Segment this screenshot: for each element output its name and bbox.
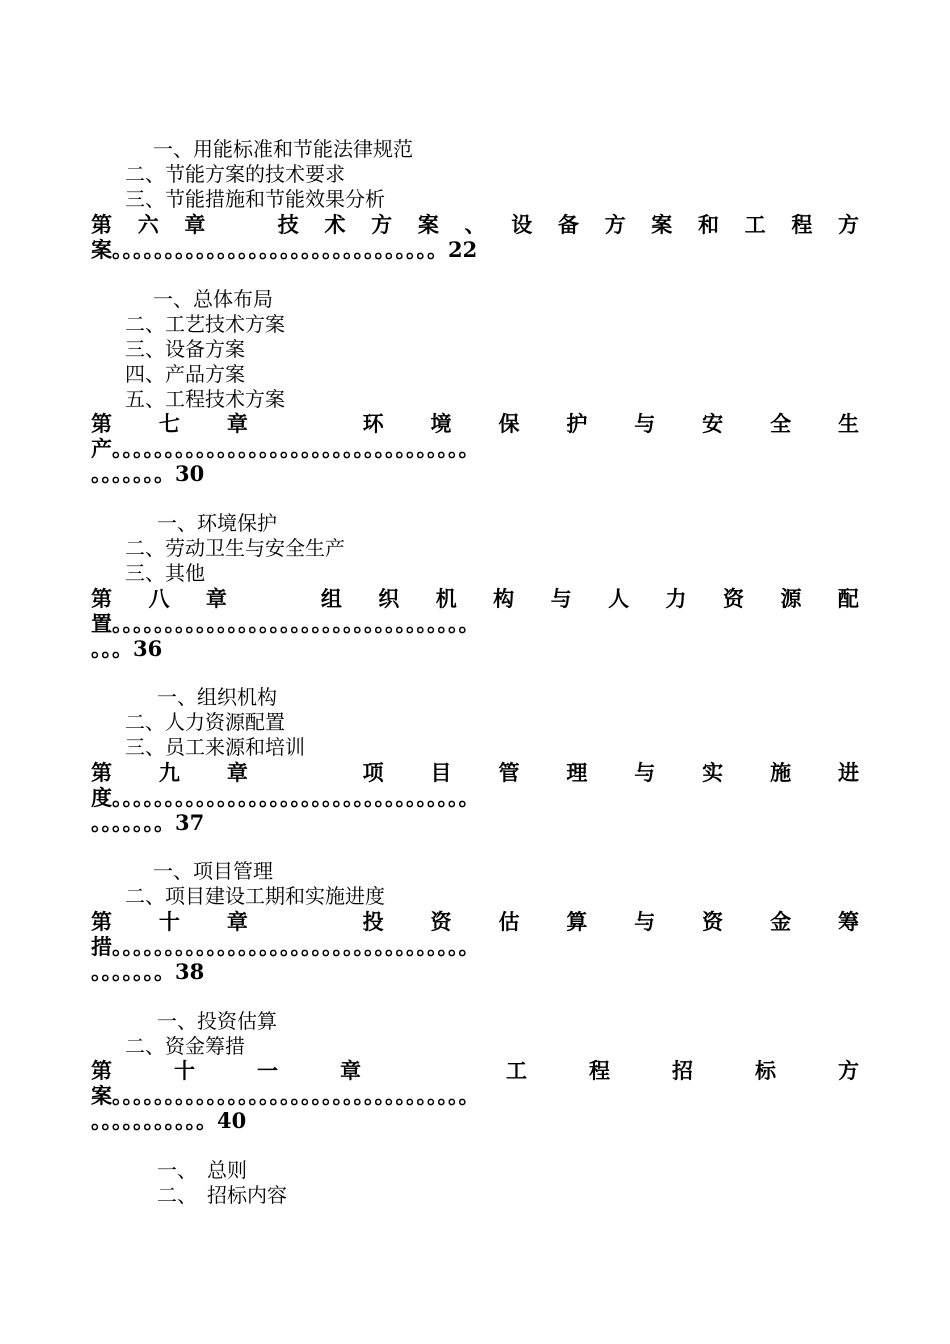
chapter-title-char: 第 <box>91 909 112 934</box>
chapter-title-char: 环 <box>362 411 384 436</box>
chapter-title-char: 全 <box>770 411 792 436</box>
chapter-title-char: 、 <box>464 212 486 237</box>
chapter-title-char: 投 <box>362 909 384 934</box>
toc-chapter-7-page: 。。。。。。。30 <box>91 461 205 486</box>
chapter-title-char: 和 <box>697 212 719 237</box>
chapter-title-char: 程 <box>791 212 813 237</box>
chapter-title-char: 力 <box>665 586 687 611</box>
chapter-title-char: 六 <box>137 212 159 237</box>
chapter-title-char: 理 <box>566 760 588 785</box>
toc-subitem[interactable]: 一、总体布局 <box>153 287 273 311</box>
chapter-title-char: 与 <box>634 411 656 436</box>
toc-chapter-6-leader: 案。。。。。。。。。。。。。。。。。。。。。。。。。。。。。。。22 <box>91 237 478 262</box>
toc-subitem[interactable]: 一、用能标准和节能法律规范 <box>153 137 413 161</box>
toc-chapter-10-page: 。。。。。。。38 <box>91 959 205 984</box>
toc-chapter-10-leader: 措。。。。。。。。。。。。。。。。。。。。。。。。。。。。。。。。。。 <box>91 934 480 959</box>
chapter-title-char: 程 <box>589 1058 610 1083</box>
toc-chapter-9-page: 。。。。。。。37 <box>91 810 205 835</box>
chapter-title-char: 技 <box>277 212 299 237</box>
chapter-title-char: 境 <box>430 411 452 436</box>
chapter-title-char: 构 <box>493 586 515 611</box>
toc-chapter-6-heading[interactable] <box>91 212 859 237</box>
chapter-title-char: 源 <box>780 586 802 611</box>
toc-subitem[interactable]: 二、资金筹措 <box>125 1034 245 1058</box>
chapter-title-char: 十 <box>174 1058 195 1083</box>
chapter-title-char: 安 <box>702 411 724 436</box>
chapter-title-char: 生 <box>837 411 859 436</box>
chapter-title-char: 保 <box>498 411 520 436</box>
toc-chapter-7-leader: 产。。。。。。。。。。。。。。。。。。。。。。。。。。。。。。。。。。 <box>91 436 480 461</box>
chapter-title-char: 资 <box>702 909 724 934</box>
chapter-title-char: 八 <box>148 586 170 611</box>
toc-chapter-11-page: 。。。。。。。。。。。40 <box>91 1108 247 1133</box>
chapter-title-char: 九 <box>158 760 180 785</box>
chapter-title-char: 组 <box>320 586 342 611</box>
chapter-title-char: 第 <box>91 212 112 237</box>
toc-chapter-7-heading[interactable] <box>91 411 859 436</box>
chapter-title-char: 与 <box>634 909 656 934</box>
chapter-title-char: 方 <box>838 212 859 237</box>
chapter-title-char: 工 <box>744 212 766 237</box>
toc-subitem[interactable]: 一、项目管理 <box>153 859 273 883</box>
toc-subitem[interactable]: 五、工程技术方案 <box>125 387 285 411</box>
chapter-title-char: 第 <box>91 586 112 611</box>
toc-subitem[interactable]: 一、投资估算 <box>157 1009 277 1033</box>
toc-chapter-9-heading[interactable] <box>91 760 859 785</box>
chapter-title-char: 配 <box>837 586 859 611</box>
chapter-title-char: 七 <box>158 411 180 436</box>
chapter-title-char: 方 <box>604 212 626 237</box>
chapter-title-char: 十 <box>158 909 180 934</box>
chapter-title-char: 章 <box>340 1058 361 1083</box>
toc-subitem[interactable]: 三、员工来源和培训 <box>125 735 305 759</box>
toc-chapter-8-page: 。。。36 <box>91 636 163 661</box>
chapter-title-char: 章 <box>205 586 227 611</box>
chapter-title-char: 案 <box>651 212 673 237</box>
chapter-title-char: 备 <box>557 212 579 237</box>
chapter-title-char: 方 <box>838 1058 859 1083</box>
chapter-title-char: 目 <box>430 760 452 785</box>
toc-subitem[interactable]: 一、组织机构 <box>157 685 277 709</box>
toc-subitem[interactable]: 三、设备方案 <box>125 337 245 361</box>
chapter-title-char: 方 <box>371 212 393 237</box>
chapter-title-char: 章 <box>184 212 206 237</box>
chapter-title-char: 估 <box>498 909 520 934</box>
chapter-title-char: 机 <box>435 586 457 611</box>
toc-subitem[interactable]: 一、 总则 <box>157 1158 247 1182</box>
toc-subitem[interactable]: 四、产品方案 <box>125 362 245 386</box>
chapter-title-char: 进 <box>837 760 859 785</box>
toc-subitem[interactable]: 二、 招标内容 <box>157 1183 287 1207</box>
toc-chapter-11-heading[interactable] <box>91 1058 859 1083</box>
chapter-title-char: 管 <box>498 760 520 785</box>
toc-chapter-10-heading[interactable] <box>91 909 859 934</box>
toc-subitem[interactable]: 三、其他 <box>125 561 205 585</box>
chapter-title-char: 资 <box>722 586 744 611</box>
toc-subitem[interactable]: 二、人力资源配置 <box>125 710 285 734</box>
toc-chapter-11-leader: 案。。。。。。。。。。。。。。。。。。。。。。。。。。。。。。。。。。 <box>91 1083 480 1108</box>
chapter-title-char: 标 <box>755 1058 776 1083</box>
chapter-title-char: 第 <box>91 760 112 785</box>
chapter-title-char: 一 <box>257 1058 278 1083</box>
chapter-title-char: 算 <box>566 909 588 934</box>
toc-chapter-8-heading[interactable] <box>91 586 859 611</box>
chapter-title-char: 章 <box>226 760 248 785</box>
chapter-title-char: 人 <box>608 586 630 611</box>
chapter-title-char: 章 <box>226 411 248 436</box>
chapter-title-char: 工 <box>506 1058 527 1083</box>
chapter-title-char: 与 <box>634 760 656 785</box>
chapter-title-char: 术 <box>324 212 346 237</box>
toc-subitem[interactable]: 二、节能方案的技术要求 <box>125 162 345 186</box>
chapter-title-char: 设 <box>511 212 533 237</box>
toc-subitem[interactable]: 一、环境保护 <box>157 511 277 535</box>
chapter-title-char: 实 <box>702 760 724 785</box>
chapter-title-char: 金 <box>770 909 792 934</box>
toc-subitem[interactable]: 三、节能措施和节能效果分析 <box>125 187 385 211</box>
chapter-title-char: 章 <box>226 909 248 934</box>
chapter-title-char: 第 <box>91 411 112 436</box>
chapter-title-char: 案 <box>417 212 439 237</box>
toc-subitem[interactable]: 二、工艺技术方案 <box>125 312 285 336</box>
chapter-title-char: 第 <box>91 1058 112 1083</box>
toc-chapter-8-leader: 置。。。。。。。。。。。。。。。。。。。。。。。。。。。。。。。。。。 <box>91 611 480 636</box>
toc-subitem[interactable]: 二、劳动卫生与安全生产 <box>125 536 345 560</box>
chapter-title-char: 护 <box>566 411 588 436</box>
chapter-title-char: 施 <box>770 760 792 785</box>
chapter-title-char: 筹 <box>837 909 859 934</box>
chapter-title-char: 项 <box>362 760 384 785</box>
toc-chapter-9-leader: 度。。。。。。。。。。。。。。。。。。。。。。。。。。。。。。。。。。 <box>91 785 480 810</box>
chapter-title-char: 招 <box>672 1058 693 1083</box>
chapter-title-char: 资 <box>430 909 452 934</box>
chapter-title-char: 织 <box>378 586 400 611</box>
chapter-title-char: 与 <box>550 586 572 611</box>
toc-subitem[interactable]: 二、项目建设工期和实施进度 <box>125 884 385 908</box>
